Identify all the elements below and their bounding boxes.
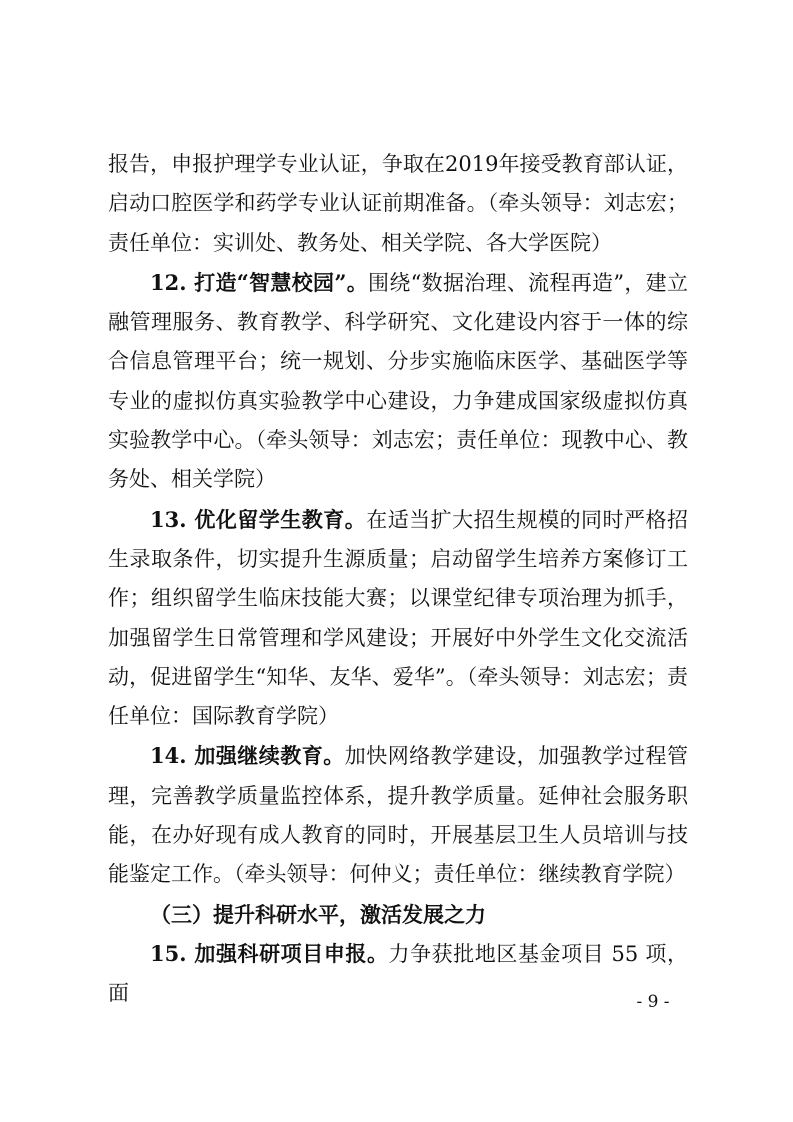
item-14-text: 加快网络教学建设，加强教学过程管理，完善教学质量监控体系，提升教学质量。延伸社会服务职能，在办好现有成人教育的同时，开展基层卫生人员培训与技能鉴定工作。（牵头领导：何仲义；责任单位：继续教育学院） [108, 744, 688, 887]
section-heading: （三）提升科研水平，激活发展之力 [150, 901, 486, 927]
paragraph-item-15 [108, 934, 688, 1014]
page-number: - 9 - [636, 992, 670, 1012]
paragraph-item-13 [108, 500, 688, 737]
item-12-title: 12. 打造“智慧校园”。 [150, 269, 369, 295]
item-13-title: 13. 优化留学生教育。 [150, 506, 367, 532]
item-12-text: 围绕“数据治理、流程再造”，建立融管理服务、教育教学、科学研究、文化建设内容于一体的综合信息管理平台；统一规划、分步实施临床医学、基础医学等专业的虚拟仿真实验教学中心建设，力争建成国家级虚拟仿真实验教学中心。（牵头领导：刘志宏；责任单位：现教中心、教务处、相关学院） [108, 270, 688, 492]
paragraph-item-14 [108, 736, 688, 894]
item-15-text: 力争获批地区基金项目 55 项，面 [108, 941, 688, 1006]
paragraph-text: 报告，申报护理学专业认证，争取在2019年接受教育部认证，启动口腔医学和药学专业认证前期准备。（牵头领导：刘志宏；责任单位：实训处、教务处、相关学院、各大学医院） [108, 152, 688, 255]
document-body [108, 145, 688, 1014]
item-14-title: 14. 加强继续教育。 [150, 743, 345, 769]
item-15-title: 15. 加强科研项目申报。 [150, 940, 389, 966]
paragraph-item-12 [108, 263, 688, 500]
paragraph-continuation [108, 145, 688, 263]
item-13-text: 在适当扩大招生规模的同时严格招生录取条件，切实提升生源质量；启动留学生培养方案修订工作；组织留学生临床技能大赛；以课堂纪律专项治理为抓手，加强留学生日常管理和学风建设；开展好中外学生文化交流活动，促进留学生“知华、友华、爱华”。（牵头领导：刘志宏；责任单位：国际教育学院） [108, 507, 688, 729]
